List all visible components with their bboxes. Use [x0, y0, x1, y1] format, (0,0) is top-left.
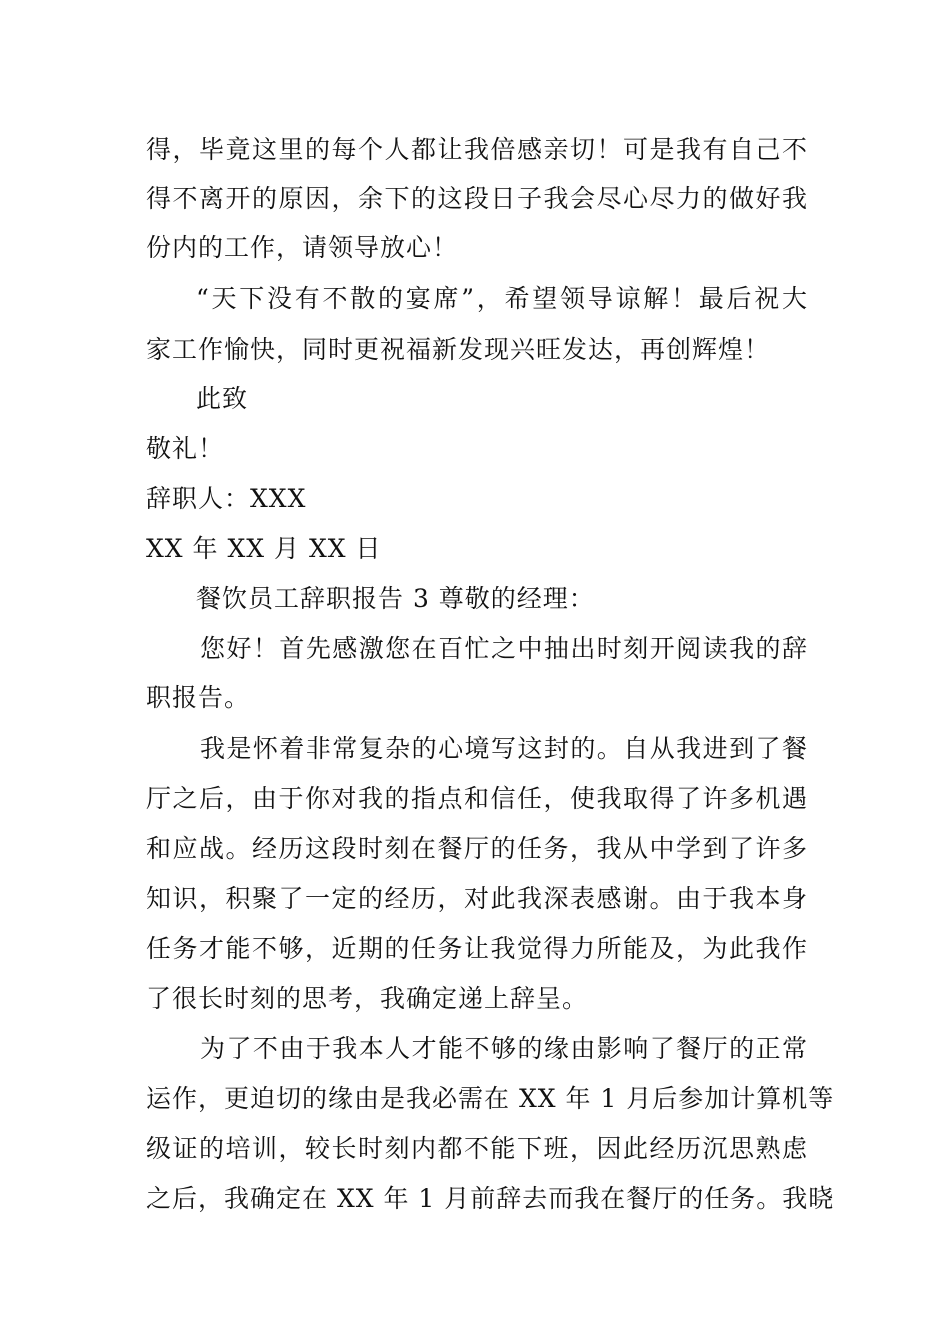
date-line: XX 年 XX 月 XX 日 [146, 534, 382, 563]
text-line: 和应战。经历这段时刻在餐厅的任务，我从中学到了许多 [146, 834, 808, 863]
text-line: 得不离开的原因，余下的这段日子我会尽心尽力的做好我 [146, 184, 808, 213]
text-line: 份内的工作，请领导放心！ [146, 233, 459, 262]
text-line: 您好！首先感激您在百忙之中抽出时刻开阅读我的辞 [200, 634, 808, 663]
text-line: 为了不由于我本人才能不够的缘由影响了餐厅的正常 [200, 1034, 808, 1063]
text-line: 厅之后，由于你对我的指点和信任，使我取得了许多机遇 [146, 784, 808, 813]
text-line: 了很长时刻的思考，我确定递上辞呈。 [146, 984, 589, 1013]
text-line: 级证的培训，较长时刻内都不能下班，因此经历沉思熟虑 [146, 1134, 808, 1163]
closing-respect: 敬礼！ [146, 434, 225, 463]
text-line: 我是怀着非常复杂的心境写这封的。自从我进到了餐 [200, 734, 808, 763]
text-line: 之后，我确定在 XX 年 1 月前辞去而我在餐厅的任务。我晓 [146, 1184, 835, 1213]
text-line: 得，毕竟这里的每个人都让我倍感亲切！可是我有自己不 [146, 135, 808, 164]
text-line: 任务才能不够，近期的任务让我觉得力所能及，为此我作 [146, 934, 808, 963]
text-line: 知识，积聚了一定的经历，对此我深表感谢。由于我本身 [146, 884, 808, 913]
section-heading: 餐饮员工辞职报告 3 尊敬的经理： [196, 584, 595, 613]
text-line: 职报告。 [146, 683, 251, 712]
signature-line: 辞职人：XXX [146, 484, 307, 513]
text-line: 运作，更迫切的缘由是我必需在 XX 年 1 月后参加计算机等 [146, 1084, 835, 1113]
text-line: “天下没有不散的宴席”，希望领导谅解！最后祝大 [196, 284, 808, 313]
closing-salutation: 此致 [196, 384, 249, 413]
text-line: 家工作愉快，同时更祝福新发现兴旺发达，再创辉煌！ [146, 335, 771, 364]
